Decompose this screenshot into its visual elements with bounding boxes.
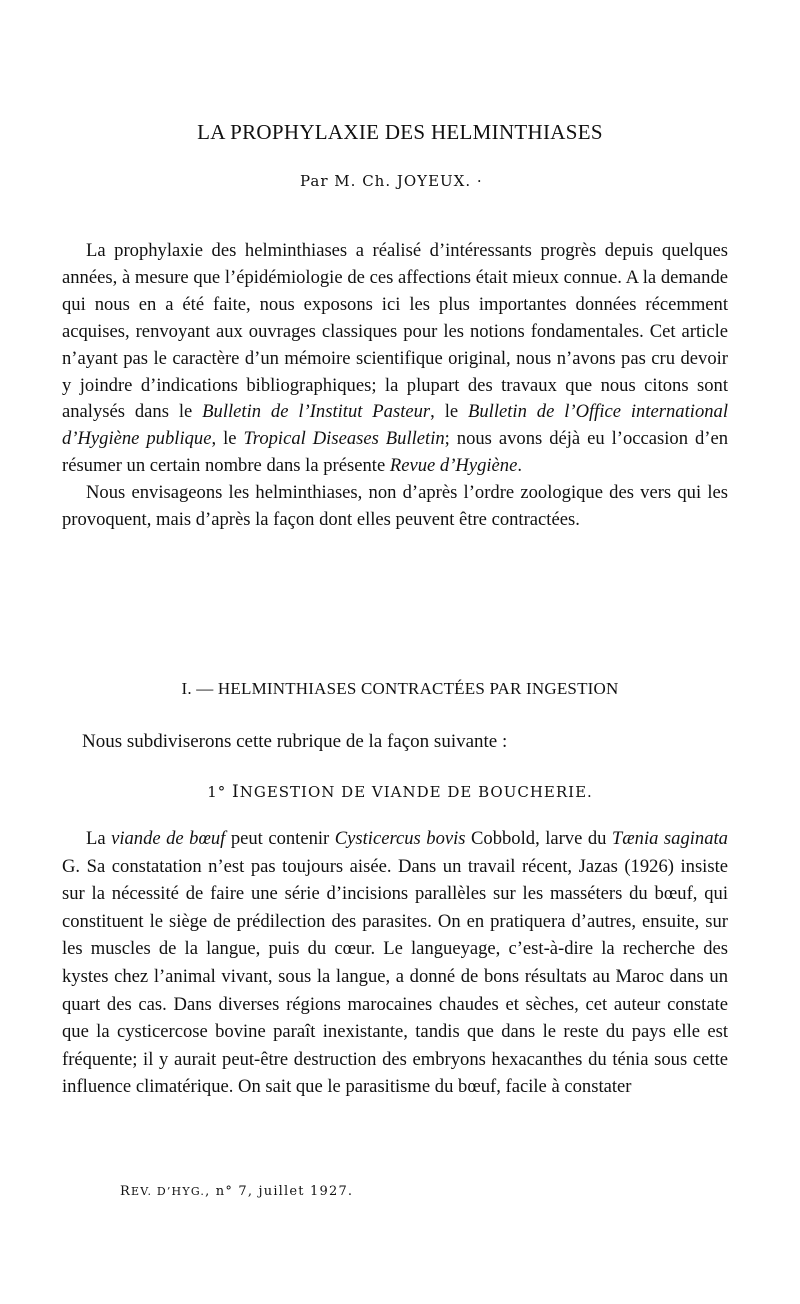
- journal-footer: [120, 1184, 353, 1199]
- intro-text-b: , le: [430, 401, 469, 423]
- intro-paragraph-2: Nous envisageons les helminthiases, non d’après l’ordre zoologique des vers qui les provoquent, mais d’après la façon dont elles peuvent être contractées.: [62, 482, 728, 531]
- meat-text-b: peut contenir: [225, 828, 335, 849]
- footer-lead: R: [120, 1184, 131, 1199]
- citation-tropical-bulletin: Tropical Diseases Bulletin: [243, 428, 445, 450]
- subsection-number: 1°: [207, 783, 232, 801]
- footer-journal: EV. D’HYG.: [131, 1185, 206, 1198]
- term-taenia-saginata: Tænia saginata: [611, 828, 728, 849]
- term-cysticercus-bovis: Cysticercus bovis: [334, 828, 466, 849]
- citation-bulletin-office: Bulletin de l’Office international d’Hygiène publique: [62, 401, 728, 450]
- subsection-heading: [0, 782, 800, 802]
- article-author: Par M. Ch. JOYEUX. ·: [300, 172, 483, 190]
- meat-paragraph: [62, 825, 728, 1101]
- subsection-title: NGESTION DE VIANDE DE BOUCHERIE.: [239, 783, 593, 801]
- section-heading: I. — HELMINTHIASES CONTRACTÉES PAR INGESTION: [181, 679, 619, 698]
- section-intro-line: Nous subdiviserons cette rubrique de la façon suivante :: [82, 731, 508, 752]
- meat-text-c: Cobbold, larve du: [465, 828, 612, 849]
- subsection-initial: I: [232, 782, 240, 802]
- intro-section: [62, 238, 728, 534]
- article-title: LA PROPHYLAXIE DES HELMINTHIASES: [197, 120, 603, 144]
- meat-text-a: La: [86, 828, 112, 849]
- intro-text-a: La prophylaxie des helminthiases a réalisé d’intéressants progrès depuis quelques années, à mesure que l’épidémiologie de ces affections était mieux connue. A la demande qui nous en a été faite, nous exposons ici les plus importantes données récemment acquises, renvoyant aux ouvrages classiques pour les notions fondamentales. Cet article n’ayant pas le caractère d’un mémoire scientifique original, nous n’avons pas cru devoir y joindre d’indications bibliographiques; la plupart des travaux que nous citons sont analysés dans le: [62, 240, 728, 423]
- intro-text-d: ; nous avons déjà eu l’occasion d’en résumer un certain nombre dans la présente: [62, 428, 729, 477]
- footer-issue: , n° 7, juillet 1927.: [205, 1184, 354, 1199]
- intro-text-c: , le: [211, 428, 244, 450]
- citation-bulletin-pasteur: Bulletin de l’Institut Pasteur: [202, 401, 431, 423]
- intro-text-e: .: [517, 455, 522, 477]
- intro-paragraph-1: [62, 238, 728, 480]
- citation-revue-hygiene: Revue d’Hygiène: [389, 455, 518, 477]
- meat-section: [62, 825, 728, 1101]
- meat-text-d: G. Sa constatation n’est pas toujours aisée. Dans un travail récent, Jazas (1926) insiste sur la nécessité de faire une série d’incisions parallèles sur les masséters du bœuf, qui constituent le siège de prédilection des parasites. On en pratiquera d’autres, ensuite, sur les muscles de la langue, puis du cœur. Le langueyage, c’est-à-dire la recherche des kystes chez l’animal vivant, sous la langue, a donné de bons résultats au Maroc dans un quart des cas. Dans diverses régions marocaines chaudes et sèches, cet auteur constate que la cysticercose bovine paraît inexistante, tandis que dans le reste du pays elle est fréquente; il y aurait peut-être destruction des embryons hexacanthes du ténia sous cette influence climatérique. On sait que le parasitisme du bœuf, facile à constater: [62, 855, 728, 1098]
- term-viande-de-boeuf: viande de bœuf: [111, 828, 226, 849]
